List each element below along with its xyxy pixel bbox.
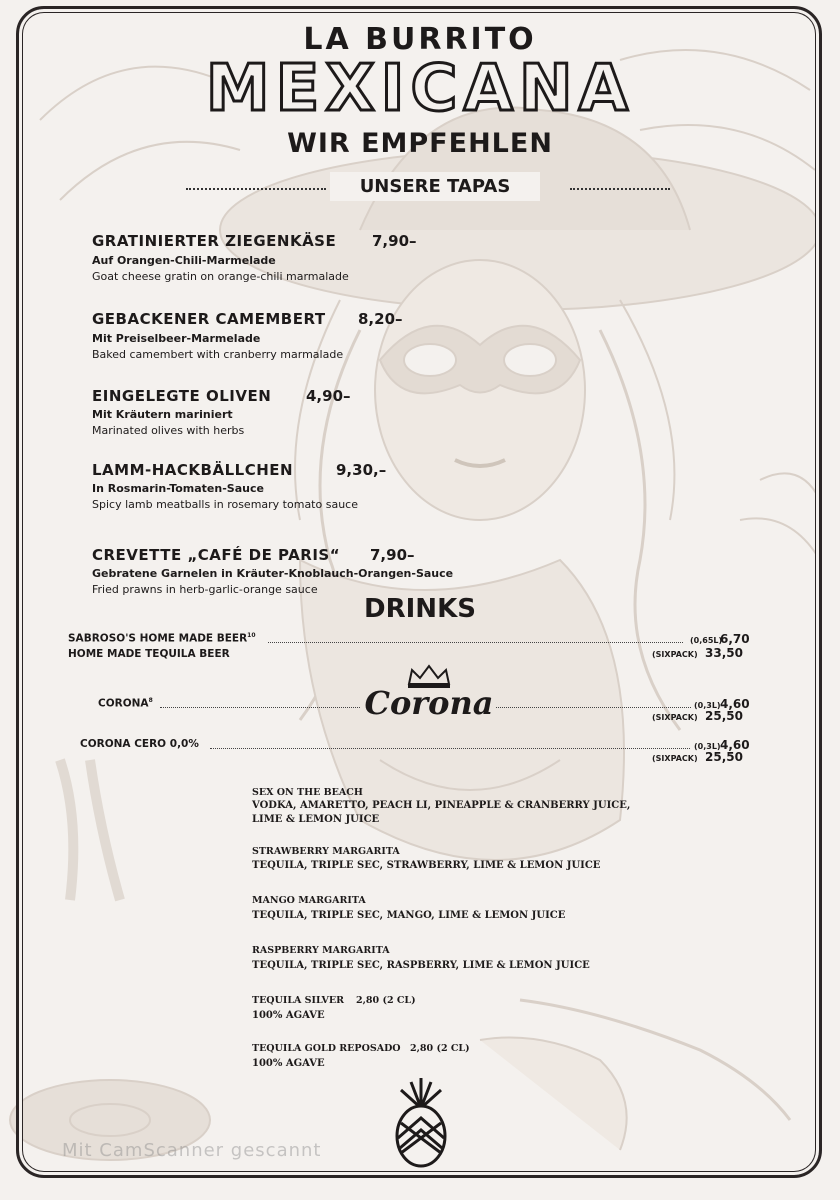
beer-name: HOME MADE TEQUILA BEER (68, 648, 230, 660)
tapas-desc-de: Mit Kräutern mariniert (92, 408, 233, 421)
tapas-price: 4,90– (306, 387, 351, 405)
beer-name: SABROSO'S HOME MADE BEER$^{10}$ (68, 632, 256, 645)
beer-size: (0,3L) (694, 701, 721, 710)
cocktail-name: STRAWBERRY MARGARITA (252, 846, 400, 857)
tapas-price: 9,30,– (336, 461, 387, 479)
divider-left (186, 188, 326, 190)
corona-logo (364, 662, 494, 732)
tapas-desc-en: Fried prawns in herb-garlic-orange sauce (92, 583, 318, 596)
pineapple-icon (386, 1078, 456, 1168)
beer-price: 4,60 (720, 738, 750, 752)
tapas-desc-en: Baked camembert with cranberry marmalade (92, 348, 344, 361)
cocktail-desc: 100% AGAVE (252, 1058, 325, 1069)
beer-price: 6,70 (720, 632, 750, 646)
tapas-price: 7,90– (372, 232, 417, 250)
beer-size: (SIXPACK) (652, 713, 698, 722)
beer-size: (0,65L) (690, 636, 723, 645)
cocktail-desc: VODKA, AMARETTO, PEACH LI, PINEAPPLE & CRANBERRY JUICE, (252, 800, 631, 811)
tapas-desc-en: Goat cheese gratin on orange-chili marmalade (92, 270, 349, 283)
tapas-name: EINGELEGTE OLIVEN (92, 387, 272, 405)
beer-size: (SIXPACK) (652, 754, 698, 763)
cocktail-desc: 100% AGAVE (252, 1010, 325, 1021)
section-title-drinks: DRINKS (364, 594, 476, 624)
tapas-desc-en: Marinated olives with herbs (92, 424, 245, 437)
cocktail-desc: TEQUILA, TRIPLE SEC, STRAWBERRY, LIME & LEMON JUICE (252, 860, 601, 871)
tapas-desc-en: Spicy lamb meatballs in rosemary tomato sauce (92, 498, 358, 511)
tapas-price: 8,20– (358, 310, 403, 328)
beer-price: 33,50 (705, 646, 743, 660)
corona-wordmark: Corona (364, 684, 494, 722)
cocktail-name: SEX ON THE BEACH (252, 787, 363, 798)
cocktail-name: TEQUILA SILVER (252, 995, 345, 1006)
tapas-name: LAMM-HACKBÄLLCHEN (92, 461, 294, 479)
beer-size: (0,3L) (694, 742, 721, 751)
cocktail-price: 2,80 (2 CL) (410, 1043, 470, 1054)
tapas-price: 7,90– (370, 546, 415, 564)
cocktail-name: TEQUILA GOLD REPOSADO (252, 1043, 401, 1054)
cocktail-name: MANGO MARGARITA (252, 895, 366, 906)
tapas-desc-de: Mit Preiselbeer-Marmelade (92, 332, 261, 345)
tapas-desc-de: Auf Orangen-Chili-Marmelade (92, 254, 276, 267)
tapas-desc-de: In Rosmarin-Tomaten-Sauce (92, 482, 264, 495)
tapas-name: GRATINIERTER ZIEGENKÄSE (92, 232, 337, 250)
subtitle: WIR EMPFEHLEN (287, 128, 553, 159)
tapas-desc-de: Gebratene Garnelen in Kräuter-Knoblauch-Orangen-Sauce (92, 567, 454, 580)
scanner-watermark: Mit CamScanner gescannt (62, 1140, 322, 1161)
leader-dots (210, 748, 690, 749)
cocktail-desc: TEQUILA, TRIPLE SEC, RASPBERRY, LIME & LEMON JUICE (252, 960, 590, 971)
divider-right (570, 188, 670, 190)
tapas-name: CREVETTE „CAFÉ DE PARIS“ (92, 546, 341, 564)
brand-top: LA BURRITO (303, 22, 537, 57)
leader-dots (160, 707, 360, 708)
brand-title: MEXICANA (205, 52, 635, 126)
cocktail-name: RASPBERRY MARGARITA (252, 945, 390, 956)
beer-size: (SIXPACK) (652, 650, 698, 659)
tapas-name: GEBACKENER CAMEMBERT (92, 310, 326, 328)
cocktail-price: 2,80 (2 CL) (356, 995, 416, 1006)
beer-price: 4,60 (720, 697, 750, 711)
beer-price: 25,50 (705, 709, 743, 723)
cocktail-desc: LIME & LEMON JUICE (252, 814, 380, 825)
beer-name: CORONA CERO 0,0% (80, 738, 199, 750)
leader-dots (496, 707, 691, 708)
beer-price: 25,50 (705, 750, 743, 764)
section-title-tapas: UNSERE TAPAS (330, 172, 540, 201)
beer-name: CORONA$^8$ (98, 697, 153, 710)
leader-dots (268, 642, 683, 643)
cocktail-desc: TEQUILA, TRIPLE SEC, MANGO, LIME & LEMON JUICE (252, 910, 566, 921)
